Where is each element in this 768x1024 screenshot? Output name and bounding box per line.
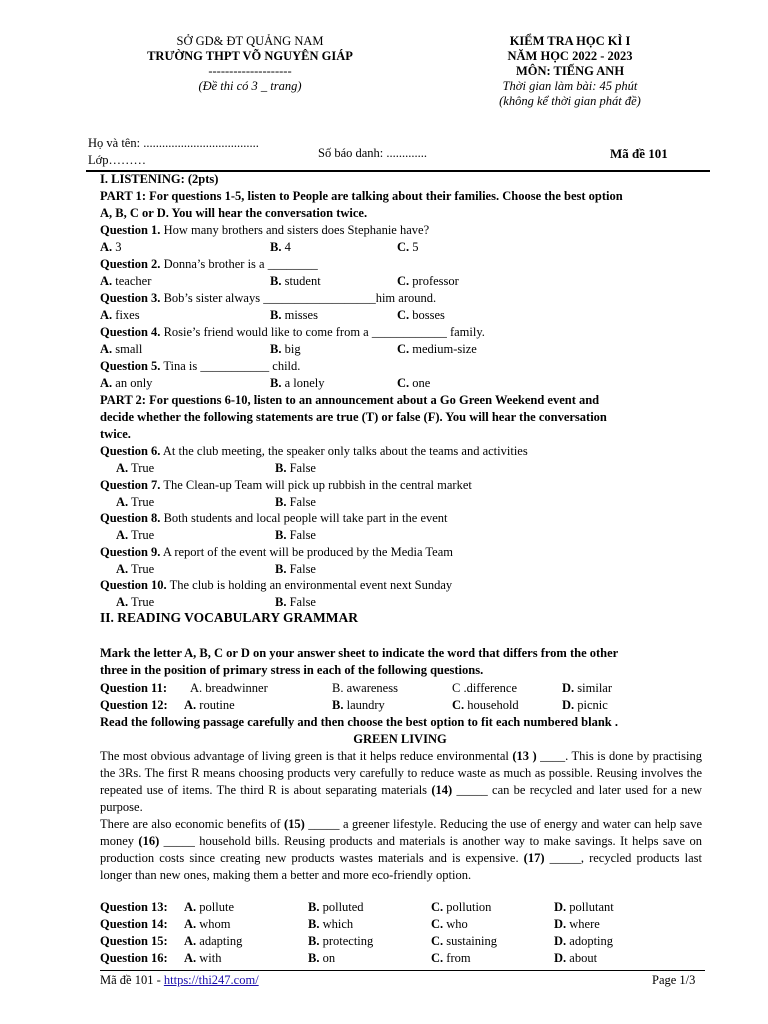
option-text: misses xyxy=(281,308,318,322)
option-key: B. xyxy=(270,342,282,356)
answer-options xyxy=(100,375,700,392)
option-text: who xyxy=(443,917,468,931)
part-2-instruction: PART 2: For questions 6-10, listen to an announcement about a Go Green Weekend event and xyxy=(100,393,600,407)
question-label: Question 1. xyxy=(100,223,161,237)
option-text: False xyxy=(286,561,316,576)
option-text: an only xyxy=(112,376,153,390)
option-key: C. xyxy=(431,900,444,914)
option-true xyxy=(116,494,154,511)
option-key: B. xyxy=(270,274,282,288)
option-b xyxy=(308,950,335,967)
blank-number: (14) xyxy=(431,783,453,797)
option-b xyxy=(270,273,321,290)
passage-paragraph-1 xyxy=(100,748,702,816)
time-note: (không kể thời gian phát đề) xyxy=(499,94,641,108)
option-a xyxy=(184,950,222,967)
header-divider: -------------------- xyxy=(208,64,292,78)
question-text: Donna’s brother is a ________ xyxy=(160,257,318,271)
section-2-title: II. READING VOCABULARY GRAMMAR xyxy=(100,610,359,625)
exam-header xyxy=(440,34,700,109)
school-name: TRƯỜNG THPT VÕ NGUYÊN GIÁP xyxy=(147,49,353,63)
option-key: A. xyxy=(116,528,129,542)
option-key: C. xyxy=(431,917,444,931)
option-c xyxy=(431,933,497,950)
option-d xyxy=(554,933,613,950)
option-text: about xyxy=(566,951,598,965)
option-key: A. xyxy=(100,240,113,254)
option-text: adopting xyxy=(566,934,614,948)
option-key: B. xyxy=(308,934,320,948)
option-key: B. xyxy=(308,951,320,965)
option-text: on xyxy=(319,951,336,965)
option-true xyxy=(116,561,154,578)
text: _____ can be recycled and later used for a new purpose. xyxy=(100,783,702,814)
option-key: C. xyxy=(397,240,410,254)
footer-link[interactable]: https://thi247.com/ xyxy=(163,973,259,987)
option-b xyxy=(332,697,385,714)
footer-code: Mã đề 101 - xyxy=(100,973,164,987)
option-text: sustaining xyxy=(443,934,497,948)
option-key: B. xyxy=(270,308,282,322)
stress-instruction: Mark the letter A, B, C or D on your answer sheet to indicate the word that differs from the other xyxy=(100,646,619,660)
option-c xyxy=(397,341,477,358)
option-text: professor xyxy=(409,274,459,288)
option-text: 5 xyxy=(409,240,419,254)
option-key: C. xyxy=(452,698,465,712)
option-false xyxy=(275,527,316,544)
exam-code: Mã đề 101 xyxy=(610,146,668,161)
option-text: laundry xyxy=(343,698,385,712)
blank-number: (13 ) xyxy=(512,749,537,763)
option-b xyxy=(270,307,318,324)
question-stem xyxy=(100,510,700,527)
option-key: C. xyxy=(397,342,410,356)
option-key: A. xyxy=(116,461,129,475)
page-count-note: (Đề thi có 3 _ trang) xyxy=(198,79,302,93)
stress-instruction-2: three in the position of primary stress in each of the following questions. xyxy=(100,663,484,677)
option-text: picnic xyxy=(574,698,608,712)
question-text: How many brothers and sisters does Stephanie have? xyxy=(160,223,430,237)
option-text: True xyxy=(128,561,155,576)
option-text: from xyxy=(443,951,471,965)
option-key: C. xyxy=(397,308,410,322)
option-text: True xyxy=(128,461,155,475)
question-stem xyxy=(100,477,700,494)
question-text: A report of the event will be produced by the Media Team xyxy=(160,544,453,559)
question-label: Question 3. xyxy=(100,291,161,305)
answer-options xyxy=(100,460,700,477)
answer-options xyxy=(100,594,700,611)
option-text: similar xyxy=(574,681,612,695)
department-name: SỞ GD& ĐT QUẢNG NAM xyxy=(176,34,324,48)
exam-title: KIỂM TRA HỌC KÌ I xyxy=(509,34,631,48)
option-key: C. xyxy=(431,934,444,948)
option-b xyxy=(270,239,291,256)
option-key: B. xyxy=(275,494,287,509)
option-text: False xyxy=(286,494,316,509)
name-field: Họ và tên: ..................................... xyxy=(88,136,259,150)
blank-number: (17) xyxy=(523,851,545,865)
option-text: big xyxy=(281,342,301,356)
question-label: Question 14: xyxy=(100,917,168,931)
option-key: B. xyxy=(275,461,287,475)
page-number: Page 1/3 xyxy=(652,973,696,987)
question-15 xyxy=(100,933,700,950)
option-key: A. xyxy=(100,342,113,356)
option-text: bosses xyxy=(409,308,445,322)
option-a: A. breadwinner xyxy=(190,681,268,695)
option-key: A. xyxy=(116,561,129,576)
question-stem xyxy=(100,256,700,273)
option-key: D. xyxy=(554,951,567,965)
question-text: The club is holding an environmental event next Sunday xyxy=(166,578,453,592)
option-text: False xyxy=(286,461,316,475)
text: _____ a greener lifestyle. Reducing the use of energy and water can help save money xyxy=(100,817,702,848)
option-b xyxy=(270,341,301,358)
answer-options xyxy=(100,527,700,544)
text: There are also economic benefits of xyxy=(100,817,284,831)
part-1-text: : For questions 1-5, listen to People are talking about their families. Choose the best option xyxy=(141,189,623,203)
option-text: pollutant xyxy=(566,900,614,914)
option-text: teacher xyxy=(112,274,152,288)
blank-number: (16) xyxy=(138,834,160,848)
question-stem xyxy=(100,222,700,239)
option-a xyxy=(100,307,140,324)
question-stem xyxy=(100,324,700,341)
option-d xyxy=(554,899,614,916)
question-stem xyxy=(100,544,700,561)
option-b xyxy=(308,899,364,916)
question-label: Question 8. xyxy=(100,511,161,525)
question-16 xyxy=(100,950,700,967)
option-key: A. xyxy=(184,934,197,948)
footer-rule xyxy=(100,970,705,971)
question-label: Question 5. xyxy=(100,359,161,373)
option-text: 4 xyxy=(281,240,291,254)
option-c xyxy=(397,239,419,256)
option-text: True xyxy=(128,528,155,542)
option-key: C. xyxy=(397,376,410,390)
option-key: C. xyxy=(397,274,410,288)
question-text: Bob’s sister always __________________him around. xyxy=(160,291,437,305)
school-year: NĂM HỌC 2022 - 2023 xyxy=(507,49,633,63)
question-text: Rosie’s friend would like to come from a ____________ family. xyxy=(160,325,485,339)
question-stem xyxy=(100,443,700,460)
question-stem xyxy=(100,577,700,594)
option-key: B. xyxy=(308,900,320,914)
question-text: Tina is ___________ child. xyxy=(160,359,301,373)
option-key: A. xyxy=(100,376,113,390)
option-false xyxy=(275,494,316,511)
option-c: C .difference xyxy=(452,681,518,695)
class-field: Lớp……… xyxy=(88,153,146,167)
option-text: one xyxy=(409,376,431,390)
option-text: adapting xyxy=(196,934,243,948)
option-a xyxy=(100,273,151,290)
question-label: Question 7. xyxy=(100,477,161,492)
question-label: Question 16: xyxy=(100,951,168,965)
option-c xyxy=(431,916,468,933)
answer-options xyxy=(100,561,700,578)
option-c xyxy=(452,697,519,714)
passage-instruction: Read the following passage carefully and then choose the best option to fit each numbered blank . xyxy=(100,715,618,729)
option-true xyxy=(116,527,154,544)
option-key: D. xyxy=(554,900,567,914)
option-false xyxy=(275,460,316,477)
question-label: Question 11: xyxy=(100,681,168,695)
option-key: D. xyxy=(562,698,575,712)
part-2-instruction-2: decide whether the following statements are true (T) or false (F). You will hear the conversation xyxy=(100,410,607,424)
option-d xyxy=(562,697,608,714)
option-key: A. xyxy=(116,494,129,509)
option-b xyxy=(308,933,373,950)
text: The most obvious advantage of living green is that it helps reduce environmental xyxy=(100,749,513,763)
option-b xyxy=(308,916,353,933)
question-label: Question 6. xyxy=(100,444,161,458)
question-13 xyxy=(100,899,700,916)
part-1-instruction-2: A, B, C or D. You will hear the conversation twice. xyxy=(100,206,368,220)
answer-options xyxy=(100,239,700,256)
option-key: A. xyxy=(184,698,197,712)
question-12 xyxy=(100,697,700,714)
option-key: B. xyxy=(275,561,287,576)
option-d xyxy=(562,680,612,697)
option-key: D. xyxy=(554,917,567,931)
question-stem xyxy=(100,290,700,307)
question-label: Question 12: xyxy=(100,698,168,712)
option-false xyxy=(275,561,316,578)
option-key: D. xyxy=(562,681,575,695)
question-label: Question 13: xyxy=(100,900,168,914)
passage-title: GREEN LIVING xyxy=(353,732,447,746)
option-text: routine xyxy=(196,698,235,712)
school-header xyxy=(120,34,380,94)
question-14 xyxy=(100,916,700,933)
option-text: False xyxy=(286,528,316,542)
option-c xyxy=(397,307,445,324)
option-text: pollution xyxy=(443,900,492,914)
option-true xyxy=(116,594,154,611)
time-limit: Thời gian làm bài: 45 phút xyxy=(502,79,638,93)
option-text: False xyxy=(286,595,316,609)
text: ____. This is done by practising the 3Rs. The first R means choosing products very carefully to reduce waste as much as possible. Reusing involves the repeated use of items. The third R is about separating materials xyxy=(100,749,702,797)
option-a xyxy=(100,239,122,256)
option-key: B. xyxy=(308,917,320,931)
option-key: B. xyxy=(275,528,287,542)
answer-options xyxy=(100,494,700,511)
question-label: Question 10. xyxy=(100,578,167,592)
option-true xyxy=(116,460,154,477)
part-2-instruction-3: twice. xyxy=(100,427,131,441)
question-label: Question 4. xyxy=(100,325,161,339)
option-text: protecting xyxy=(319,934,374,948)
option-text: True xyxy=(128,595,155,609)
option-text: pollute xyxy=(196,900,234,914)
option-text: where xyxy=(566,917,600,931)
question-11 xyxy=(100,680,700,697)
option-key: A. xyxy=(184,951,197,965)
blank-number: (15) xyxy=(283,817,305,831)
option-a xyxy=(184,916,231,933)
option-text: a lonely xyxy=(281,376,325,390)
footer-left xyxy=(100,973,259,988)
option-text: household xyxy=(464,698,519,712)
option-text: polluted xyxy=(319,900,364,914)
part-1-instruction xyxy=(100,188,700,205)
question-label: Question 2. xyxy=(100,257,161,271)
option-text: whom xyxy=(196,917,231,931)
option-text: which xyxy=(319,917,354,931)
option-key: A. xyxy=(100,308,113,322)
option-c xyxy=(397,375,430,392)
option-text: 3 xyxy=(112,240,122,254)
answer-options xyxy=(100,341,700,358)
option-key: A. xyxy=(116,595,129,609)
option-key: A. xyxy=(184,917,197,931)
text: _____, recycled products last longer than new ones, making them a better and more eco-friendly option. xyxy=(100,851,702,882)
subject: MÔN: TIẾNG ANH xyxy=(515,64,625,78)
option-a xyxy=(184,899,234,916)
option-false xyxy=(275,594,316,611)
option-a xyxy=(100,341,142,358)
option-key: B. xyxy=(270,376,282,390)
option-text: fixes xyxy=(112,308,140,322)
option-c xyxy=(431,950,471,967)
text: _____ household bills. Reusing products and materials is another way to make savings. It helps save on production costs since creating new products wastes materials and is expensive. xyxy=(100,834,702,865)
option-text: student xyxy=(281,274,321,288)
question-text: At the club meeting, the speaker only talks about the teams and activities xyxy=(160,444,528,458)
question-stem xyxy=(100,358,700,375)
option-text: with xyxy=(196,951,222,965)
section-1-title: I. LISTENING: (2pts) xyxy=(100,172,219,186)
option-key: D. xyxy=(554,934,567,948)
question-label: Question 9. xyxy=(100,544,161,559)
option-key: A. xyxy=(100,274,113,288)
question-text: The Clean-up Team will pick up rubbish in the central market xyxy=(160,477,472,492)
option-key: B. xyxy=(332,698,344,712)
option-d xyxy=(554,950,597,967)
option-b: B. awareness xyxy=(332,681,398,695)
option-a xyxy=(100,375,152,392)
question-text: Both students and local people will take part in the event xyxy=(160,511,448,525)
option-b xyxy=(270,375,325,392)
option-key: C. xyxy=(431,951,444,965)
option-a xyxy=(184,697,235,714)
option-text: medium-size xyxy=(409,342,477,356)
option-a xyxy=(184,933,242,950)
answer-options xyxy=(100,307,700,324)
option-text: small xyxy=(112,342,143,356)
option-key: B. xyxy=(275,595,287,609)
option-c xyxy=(397,273,459,290)
option-d xyxy=(554,916,600,933)
option-text: True xyxy=(128,494,155,509)
passage-paragraph-2 xyxy=(100,816,702,884)
option-key: B. xyxy=(270,240,282,254)
answer-options xyxy=(100,273,700,290)
option-c xyxy=(431,899,491,916)
part-1-label: PART 1 xyxy=(100,189,142,203)
question-label: Question 15: xyxy=(100,934,168,948)
candidate-number-field: Số báo danh: ............. xyxy=(318,146,428,160)
option-key: A. xyxy=(184,900,197,914)
